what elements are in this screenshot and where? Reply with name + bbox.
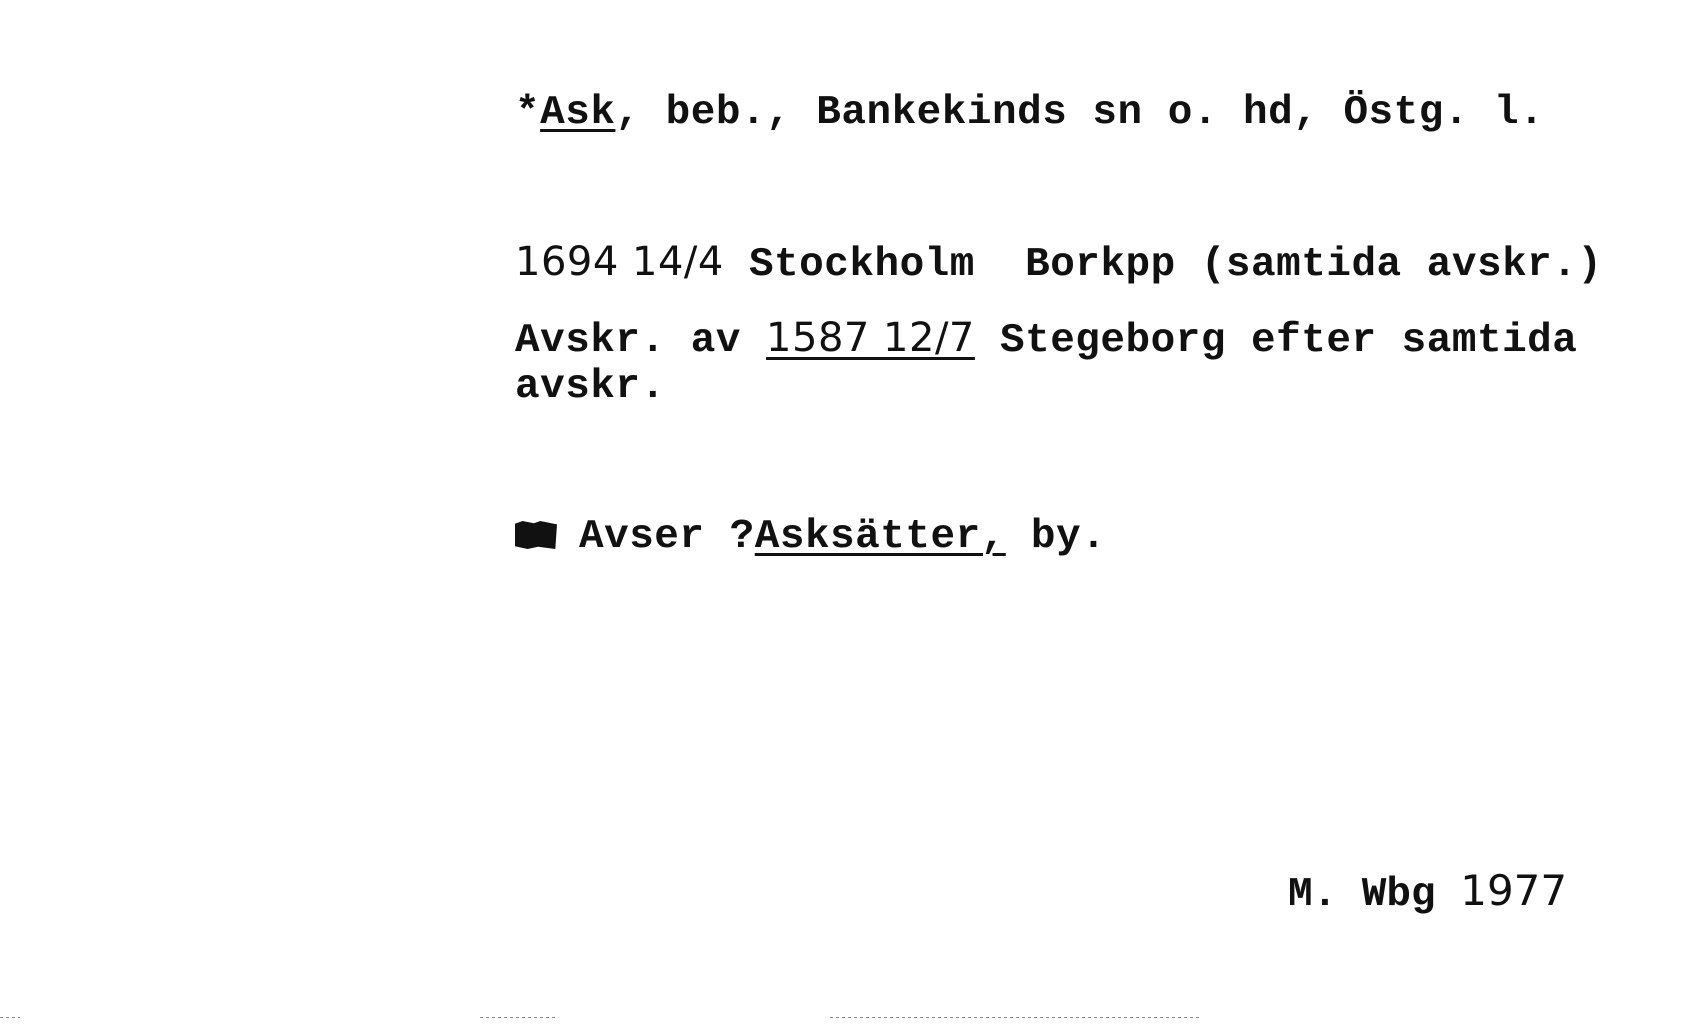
edge-dots-middle	[480, 1017, 555, 1018]
signature-initials: M. Wbg	[1288, 872, 1461, 918]
copy-text: Stegeborg efter samtida	[974, 318, 1578, 364]
heading-place-name: Ask	[540, 90, 616, 136]
source-date: 1694 14/4	[515, 239, 724, 285]
heading-description: , beb., Bankekinds sn o. hd, Östg. l.	[615, 90, 1545, 136]
copy-line-continuation: avskr.	[515, 364, 666, 410]
note-place-name: Asksätter,	[754, 514, 1006, 560]
copy-prefix: Avskr. av	[515, 318, 767, 364]
signature	[1288, 866, 1568, 918]
note-line	[515, 514, 1107, 560]
copy-date: 1587 12/7	[766, 315, 975, 361]
heading-star: *	[515, 90, 541, 136]
struck-out-mark	[515, 521, 557, 549]
note-text: by.	[1005, 514, 1107, 560]
source-line	[515, 239, 1603, 288]
edge-dots-left	[0, 1017, 20, 1018]
source-text: Stockholm Borkpp (samtida avskr.)	[723, 242, 1603, 288]
card-heading	[515, 90, 1545, 136]
note-prefix: Avser ?	[579, 514, 755, 560]
edge-dots-right	[830, 1017, 1200, 1018]
signature-year: 1977	[1460, 866, 1568, 915]
copy-line	[515, 315, 1578, 364]
